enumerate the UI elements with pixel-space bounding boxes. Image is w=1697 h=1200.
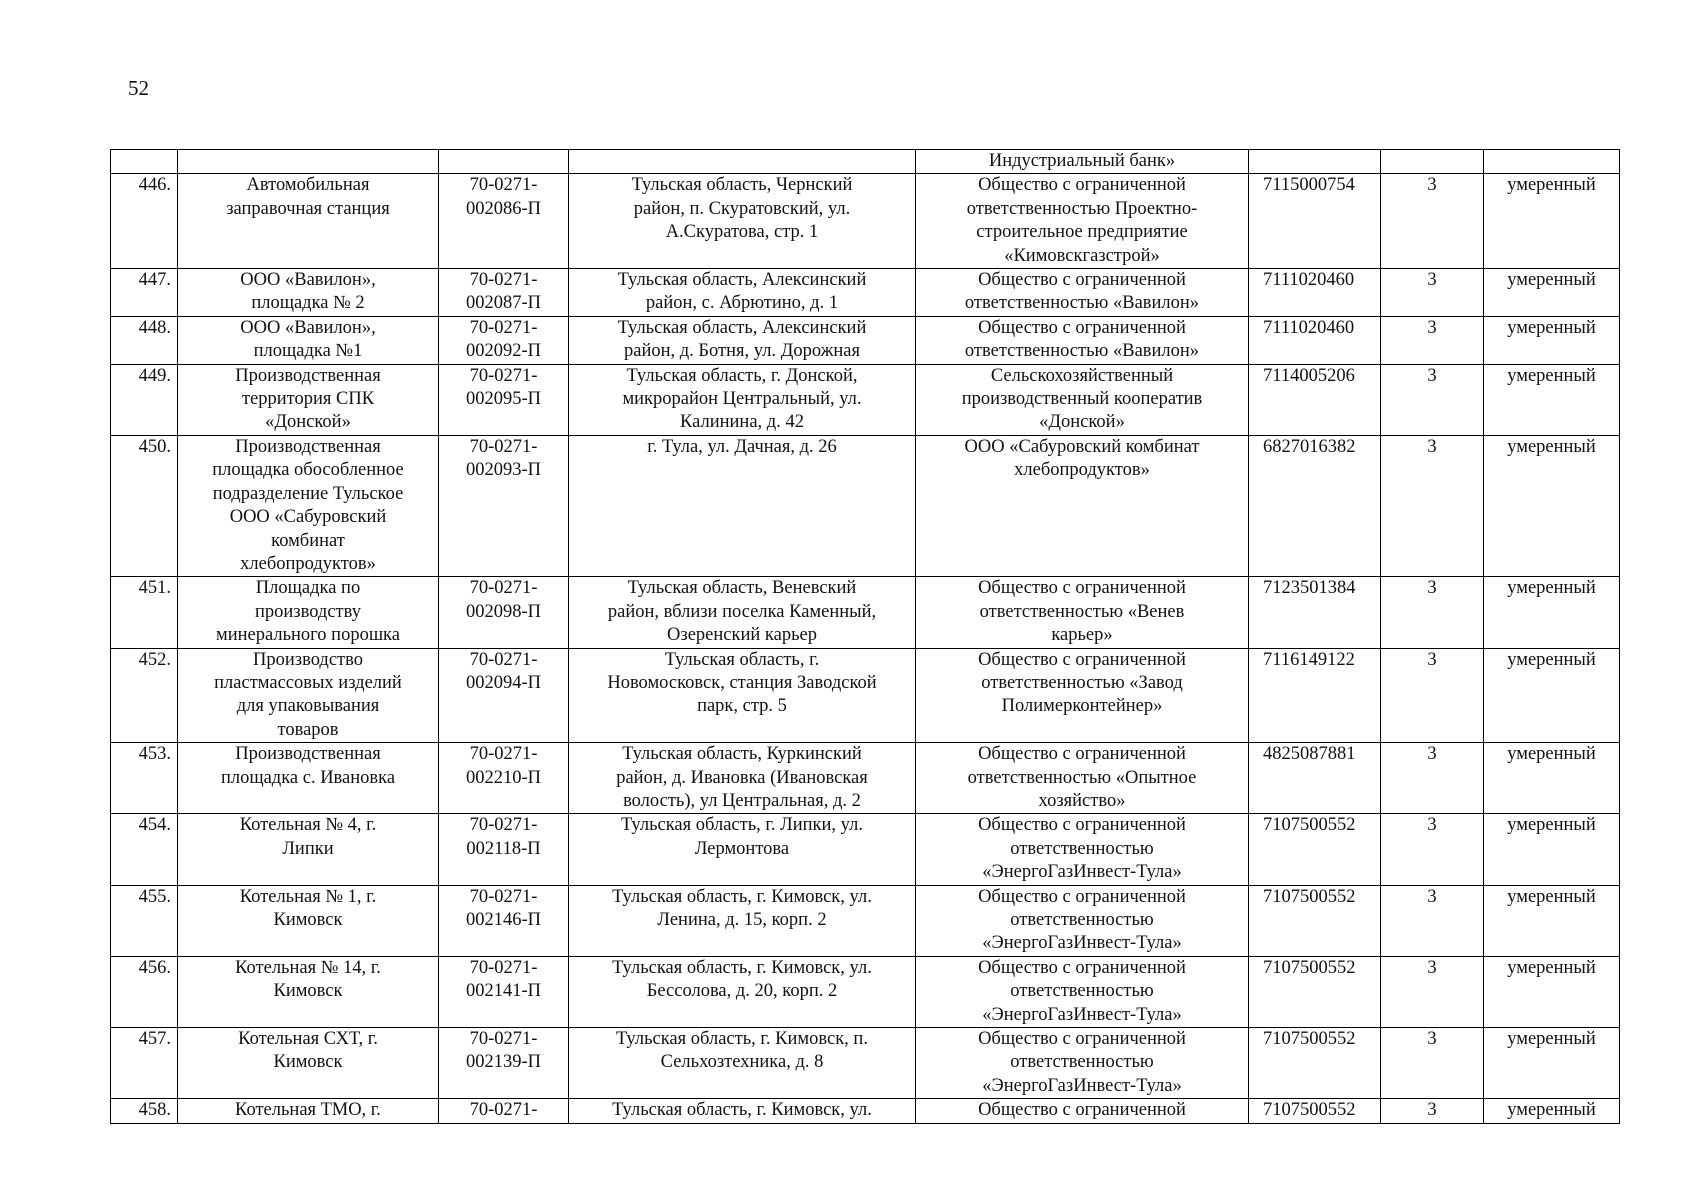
category-value-cell: 3 [1381, 435, 1484, 576]
registration-code-cell: 70-0271- 002118-П [439, 814, 569, 885]
operator-name-cell: Общество с ограниченной ответственностью «Вавилон» [916, 269, 1249, 317]
row-number-cell [111, 150, 178, 174]
taxpayer-id-cell: 7107500552 [1249, 814, 1381, 885]
facility-name-cell: ООО «Вавилон», площадка №1 [178, 316, 439, 364]
facility-address-cell: Тульская область, г. Кимовск, ул. [569, 1099, 916, 1123]
table-row [111, 885, 1620, 956]
category-value-cell: 3 [1381, 743, 1484, 814]
operator-name-cell: Общество с ограниченной ответственностью «Завод Полимерконтейнер» [916, 648, 1249, 743]
table-row [111, 150, 1620, 174]
risk-level-cell [1484, 150, 1620, 174]
risk-level-cell: умеренный [1484, 1028, 1620, 1099]
risk-level-cell: умеренный [1484, 316, 1620, 364]
risk-level-cell: умеренный [1484, 956, 1620, 1027]
table-row [111, 577, 1620, 648]
taxpayer-id-cell: 7111020460 [1249, 316, 1381, 364]
facility-address-cell: Тульская область, г. Кимовск, ул. Ленина, д. 15, корп. 2 [569, 885, 916, 956]
registration-code-cell: 70-0271- 002086-П [439, 174, 569, 269]
operator-name-cell: Общество с ограниченной ответственностью «ЭнергоГазИнвест-Тула» [916, 1028, 1249, 1099]
risk-level-cell: умеренный [1484, 1099, 1620, 1123]
row-number-cell: 454. [111, 814, 178, 885]
facility-name-cell: ООО «Вавилон», площадка № 2 [178, 269, 439, 317]
facility-name-cell: Котельная № 4, г. Липки [178, 814, 439, 885]
row-number-cell: 449. [111, 364, 178, 435]
facility-name-cell: Автомобильная заправочная станция [178, 174, 439, 269]
risk-level-cell: умеренный [1484, 577, 1620, 648]
taxpayer-id-cell: 6827016382 [1249, 435, 1381, 576]
facility-name-cell: Производство пластмассовых изделий для упаковывания товаров [178, 648, 439, 743]
operator-name-cell: Индустриальный банк» [916, 150, 1249, 174]
page-number: 52 [128, 76, 149, 100]
table-row [111, 1099, 1620, 1123]
operator-name-cell: Сельскохозяйственный производственный кооператив «Донской» [916, 364, 1249, 435]
facility-address-cell: Тульская область, Чернский район, п. Скуратовский, ул. А.Скуратова, стр. 1 [569, 174, 916, 269]
operator-name-cell: Общество с ограниченной ответственностью Проектно- строительное предприятие «Кимовскгазстрой» [916, 174, 1249, 269]
category-value-cell: 3 [1381, 814, 1484, 885]
table-body [111, 150, 1620, 1124]
operator-name-cell: Общество с ограниченной [916, 1099, 1249, 1123]
row-number-cell: 452. [111, 648, 178, 743]
category-value-cell: 3 [1381, 577, 1484, 648]
table-row [111, 814, 1620, 885]
facility-address-cell [569, 150, 916, 174]
registration-code-cell: 70-0271- 002210-П [439, 743, 569, 814]
risk-level-cell: умеренный [1484, 885, 1620, 956]
row-number-cell: 456. [111, 956, 178, 1027]
category-value-cell: 3 [1381, 316, 1484, 364]
registration-code-cell: 70-0271- 002141-П [439, 956, 569, 1027]
taxpayer-id-cell [1249, 150, 1381, 174]
facility-address-cell: г. Тула, ул. Дачная, д. 26 [569, 435, 916, 576]
taxpayer-id-cell: 7107500552 [1249, 956, 1381, 1027]
registration-code-cell: 70-0271- 002094-П [439, 648, 569, 743]
facility-name-cell: Площадка по производству минерального порошка [178, 577, 439, 648]
registration-code-cell: 70-0271- 002139-П [439, 1028, 569, 1099]
table-row [111, 435, 1620, 576]
taxpayer-id-cell: 7116149122 [1249, 648, 1381, 743]
taxpayer-id-cell: 7107500552 [1249, 1028, 1381, 1099]
registration-code-cell: 70-0271- 002087-П [439, 269, 569, 317]
facility-address-cell: Тульская область, г. Липки, ул. Лермонтова [569, 814, 916, 885]
facility-address-cell: Тульская область, г. Донской, микрорайон Центральный, ул. Калинина, д. 42 [569, 364, 916, 435]
facility-address-cell: Тульская область, Куркинский район, д. Ивановка (Ивановская волость), ул Центральная, д. 2 [569, 743, 916, 814]
operator-name-cell: Общество с ограниченной ответственностью «ЭнергоГазИнвест-Тула» [916, 814, 1249, 885]
category-value-cell: 3 [1381, 364, 1484, 435]
row-number-cell: 453. [111, 743, 178, 814]
row-number-cell: 457. [111, 1028, 178, 1099]
facility-address-cell: Тульская область, г. Кимовск, ул. Бессолова, д. 20, корп. 2 [569, 956, 916, 1027]
operator-name-cell: Общество с ограниченной ответственностью «ЭнергоГазИнвест-Тула» [916, 956, 1249, 1027]
facility-address-cell: Тульская область, г. Кимовск, п. Сельхозтехника, д. 8 [569, 1028, 916, 1099]
registration-code-cell: 70-0271- 002146-П [439, 885, 569, 956]
row-number-cell: 450. [111, 435, 178, 576]
facility-address-cell: Тульская область, г. Новомосковск, станция Заводской парк, стр. 5 [569, 648, 916, 743]
risk-level-cell: умеренный [1484, 814, 1620, 885]
operator-name-cell: Общество с ограниченной ответственностью «Венев карьер» [916, 577, 1249, 648]
registration-code-cell: 70-0271- 002092-П [439, 316, 569, 364]
operator-name-cell: ООО «Сабуровский комбинат хлебопродуктов» [916, 435, 1249, 576]
category-value-cell [1381, 150, 1484, 174]
risk-level-cell: умеренный [1484, 174, 1620, 269]
facility-name-cell: Котельная № 1, г. Кимовск [178, 885, 439, 956]
registry-table [110, 149, 1620, 1124]
category-value-cell: 3 [1381, 1028, 1484, 1099]
facility-name-cell: Котельная № 14, г. Кимовск [178, 956, 439, 1027]
risk-level-cell: умеренный [1484, 743, 1620, 814]
taxpayer-id-cell: 7115000754 [1249, 174, 1381, 269]
operator-name-cell: Общество с ограниченной ответственностью «ЭнергоГазИнвест-Тула» [916, 885, 1249, 956]
registration-code-cell: 70-0271- 002093-П [439, 435, 569, 576]
registration-code-cell [439, 150, 569, 174]
risk-level-cell: умеренный [1484, 648, 1620, 743]
taxpayer-id-cell: 7123501384 [1249, 577, 1381, 648]
facility-name-cell: Производственная территория СПК «Донской» [178, 364, 439, 435]
row-number-cell: 446. [111, 174, 178, 269]
row-number-cell: 458. [111, 1099, 178, 1123]
table-row [111, 1028, 1620, 1099]
table-row [111, 174, 1620, 269]
table-row [111, 743, 1620, 814]
table-row [111, 364, 1620, 435]
facility-name-cell [178, 150, 439, 174]
taxpayer-id-cell: 7107500552 [1249, 1099, 1381, 1123]
row-number-cell: 448. [111, 316, 178, 364]
row-number-cell: 451. [111, 577, 178, 648]
table-row [111, 956, 1620, 1027]
risk-level-cell: умеренный [1484, 435, 1620, 576]
category-value-cell: 3 [1381, 956, 1484, 1027]
risk-level-cell: умеренный [1484, 364, 1620, 435]
registration-code-cell: 70-0271- 002098-П [439, 577, 569, 648]
operator-name-cell: Общество с ограниченной ответственностью «Опытное хозяйство» [916, 743, 1249, 814]
facility-name-cell: Производственная площадка с. Ивановка [178, 743, 439, 814]
facility-name-cell: Котельная ТМО, г. [178, 1099, 439, 1123]
table-row [111, 648, 1620, 743]
facility-name-cell: Производственная площадка обособленное подразделение Тульское ООО «Сабуровский комбинат хлебопродуктов» [178, 435, 439, 576]
registration-code-cell: 70-0271- [439, 1099, 569, 1123]
operator-name-cell: Общество с ограниченной ответственностью «Вавилон» [916, 316, 1249, 364]
taxpayer-id-cell: 7114005206 [1249, 364, 1381, 435]
row-number-cell: 455. [111, 885, 178, 956]
table-row [111, 316, 1620, 364]
facility-address-cell: Тульская область, Алексинский район, с. Абрютино, д. 1 [569, 269, 916, 317]
registration-code-cell: 70-0271- 002095-П [439, 364, 569, 435]
taxpayer-id-cell: 7111020460 [1249, 269, 1381, 317]
facility-name-cell: Котельная СХТ, г. Кимовск [178, 1028, 439, 1099]
table-row [111, 269, 1620, 317]
category-value-cell: 3 [1381, 174, 1484, 269]
facility-address-cell: Тульская область, Алексинский район, д. Ботня, ул. Дорожная [569, 316, 916, 364]
taxpayer-id-cell: 7107500552 [1249, 885, 1381, 956]
taxpayer-id-cell: 4825087881 [1249, 743, 1381, 814]
facility-address-cell: Тульская область, Веневский район, вблизи поселка Каменный, Озеренский карьер [569, 577, 916, 648]
category-value-cell: 3 [1381, 885, 1484, 956]
risk-level-cell: умеренный [1484, 269, 1620, 317]
row-number-cell: 447. [111, 269, 178, 317]
category-value-cell: 3 [1381, 269, 1484, 317]
category-value-cell: 3 [1381, 1099, 1484, 1123]
category-value-cell: 3 [1381, 648, 1484, 743]
